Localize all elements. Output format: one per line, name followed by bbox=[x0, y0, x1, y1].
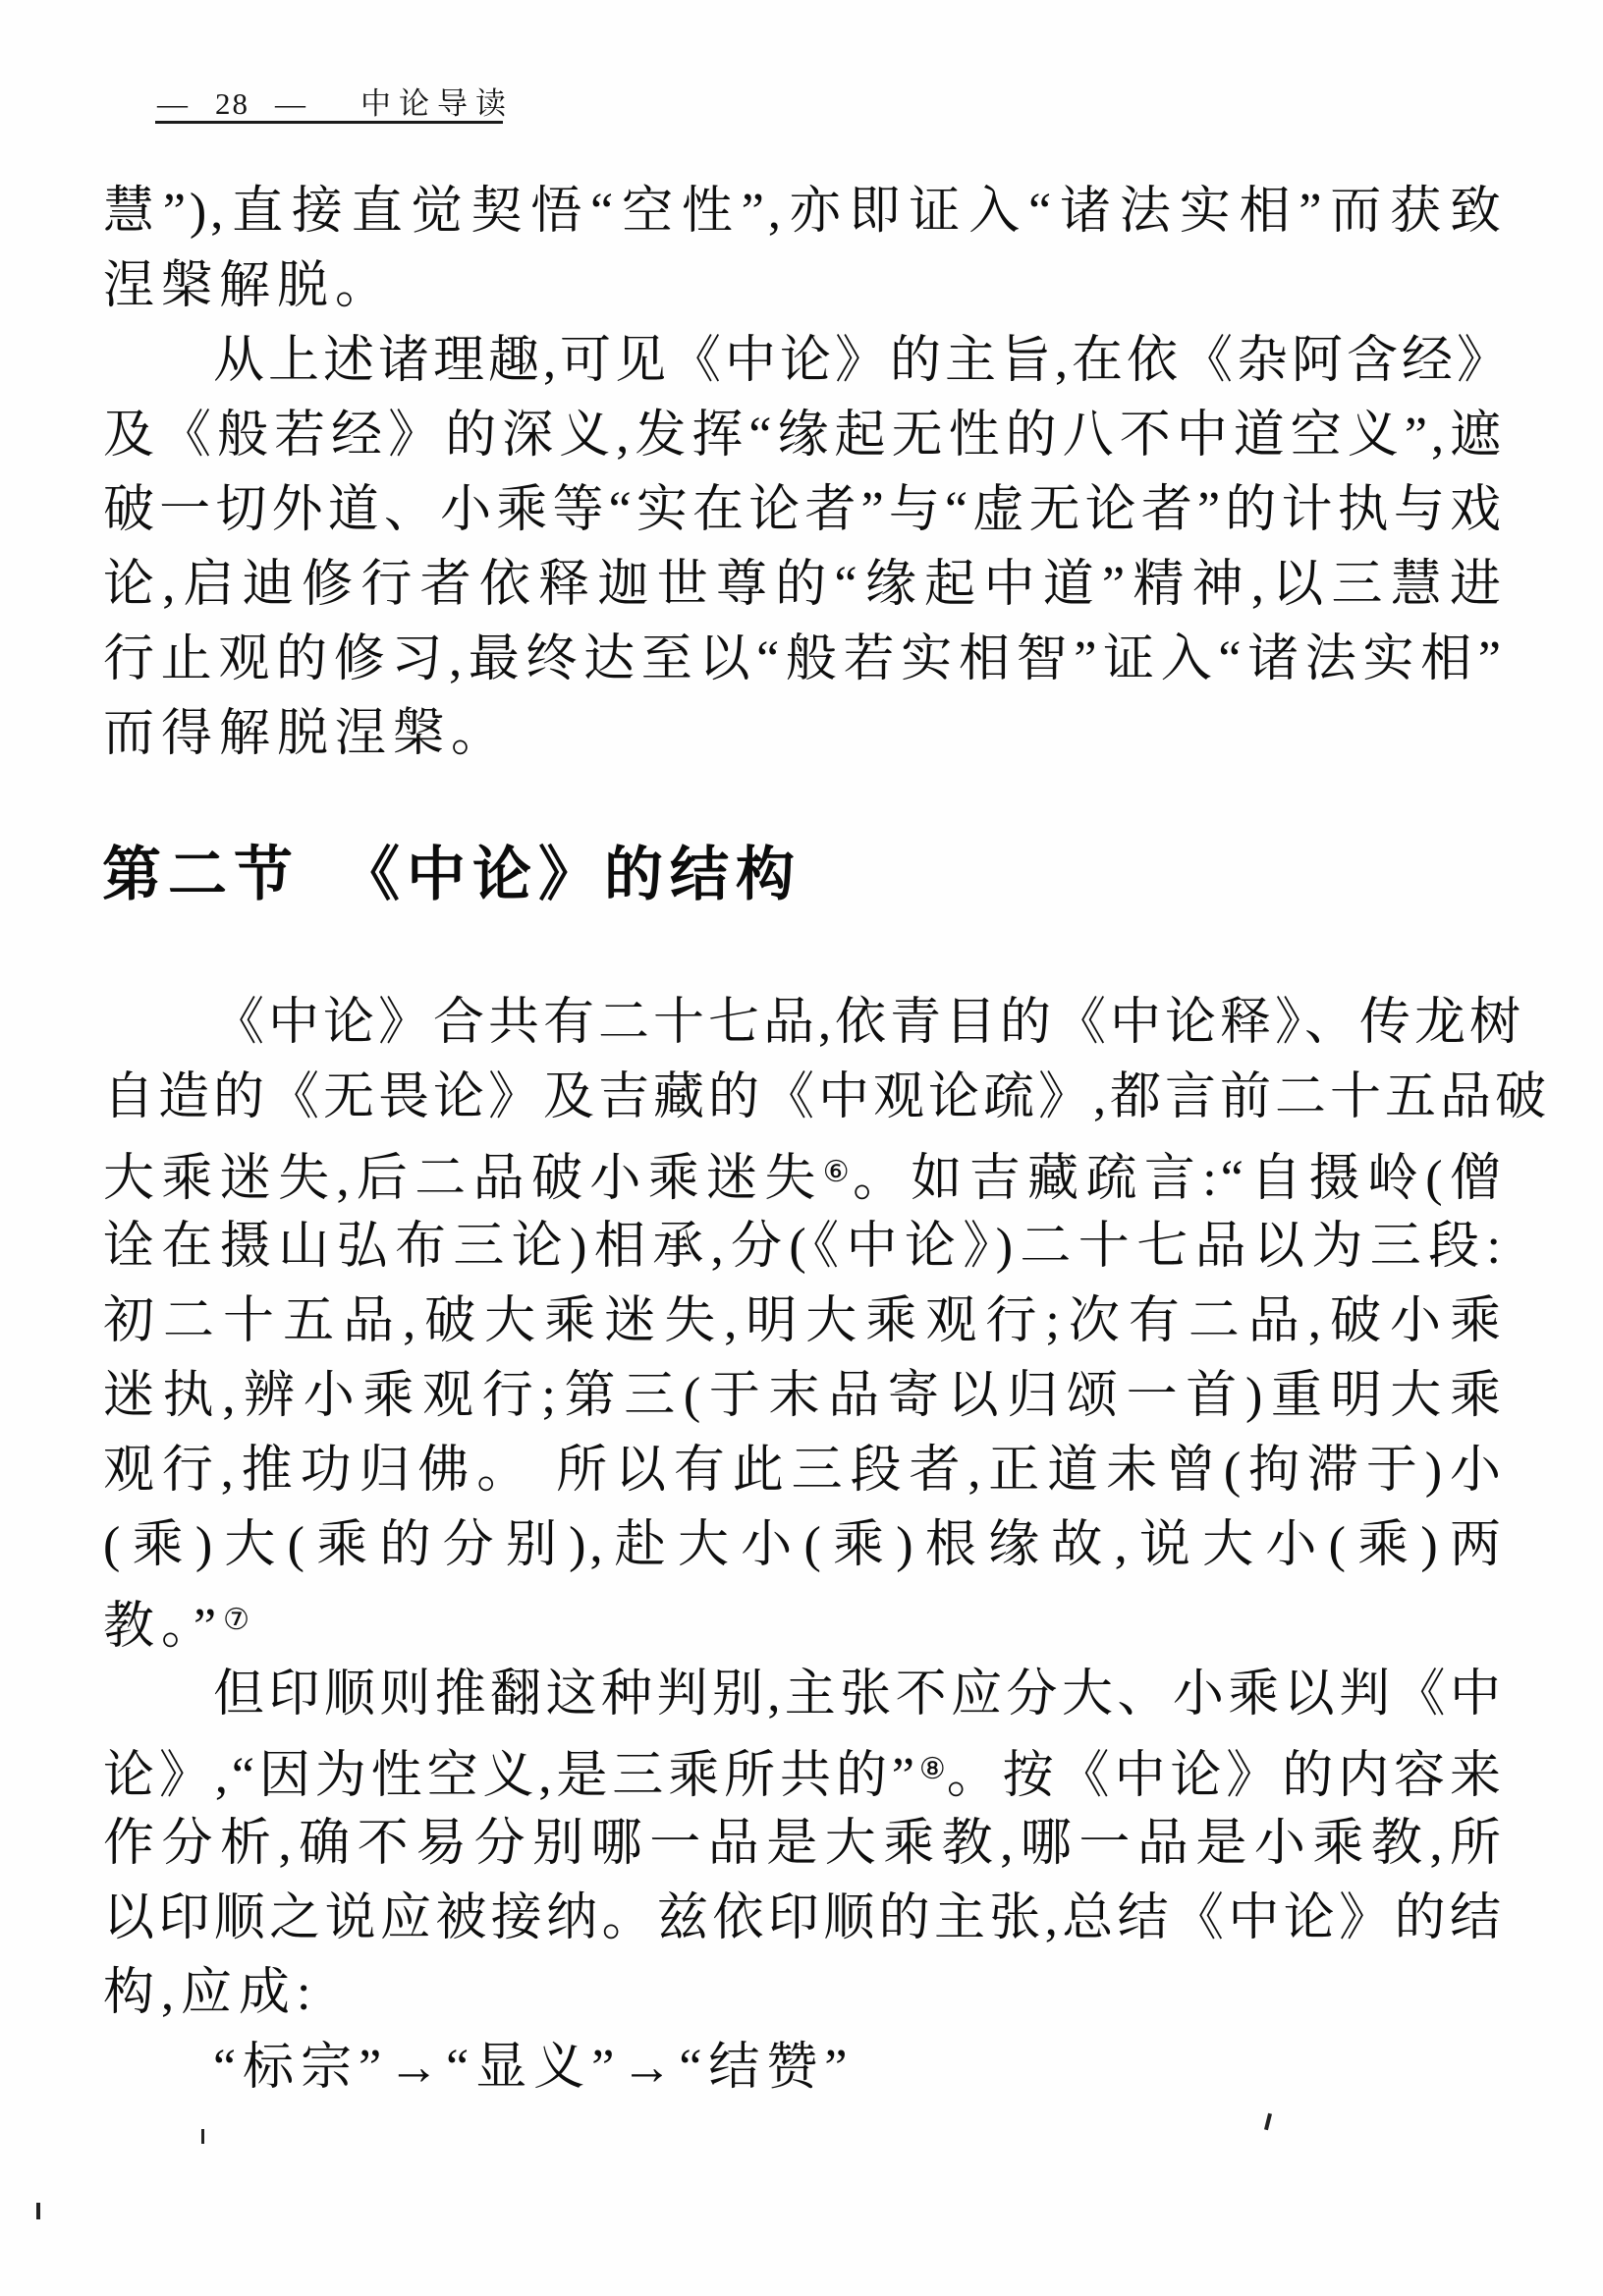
page-number: 28 bbox=[215, 86, 249, 121]
scan-artifact bbox=[36, 2203, 40, 2219]
text-line: 及《般若经》的深义,发挥“缘起无性的八不中道空义”,遮 bbox=[103, 408, 1505, 464]
text-segment: 。按《中论》的内容来 bbox=[946, 1748, 1505, 1804]
text-line: 初二十五品,破大乘迷失,明大乘观行;次有二品,破小乘 bbox=[103, 1293, 1505, 1349]
header-dash-left: — bbox=[157, 86, 190, 121]
text-line: 行止观的修习,最终达至以“般若实相智”证入“诸法实相” bbox=[103, 631, 1505, 687]
text-line: 破一切外道、小乘等“实在论者”与“虚无论者”的计执与戏 bbox=[103, 482, 1505, 538]
section-heading bbox=[102, 843, 802, 907]
text-line: 诠在摄山弘布三论)相承,分(《中论》)二十七品以为三段: bbox=[103, 1219, 1505, 1275]
header-rule bbox=[155, 121, 503, 124]
text-line: 而得解脱涅槃。 bbox=[103, 706, 510, 762]
text-line: 论,启迪修行者依释迦世尊的“缘起中道”精神,以三慧进 bbox=[103, 557, 1505, 613]
text-line: 迷执,辨小乘观行;第三(于末品寄以归颂一首)重明大乘 bbox=[103, 1368, 1505, 1424]
header-dash-right: — bbox=[275, 86, 307, 121]
scan-artifact bbox=[1264, 2113, 1272, 2130]
text-line bbox=[103, 1732, 1505, 1807]
body-block-main bbox=[103, 986, 1551, 2105]
text-line bbox=[103, 1583, 1505, 1658]
footnote-marker-8: ⑧ bbox=[917, 1753, 947, 1785]
footnote-marker-7: ⑦ bbox=[223, 1604, 249, 1636]
text-line: 作分析,确不易分别哪一品是大乘教,哪一品是小乘教,所 bbox=[103, 1816, 1505, 1872]
body-block-top bbox=[103, 175, 1513, 772]
text-segment: 教。” bbox=[103, 1599, 224, 1655]
running-header bbox=[157, 79, 514, 123]
text-line: 构,应成: bbox=[103, 1965, 318, 2021]
text-line: 《中论》合共有二十七品,依青目的《中论释》、传龙树 bbox=[213, 995, 1525, 1051]
text-segment: 论》,“因为性空义,是三乘所共的” bbox=[103, 1748, 918, 1804]
footnote-marker-6: ⑥ bbox=[822, 1156, 854, 1188]
structure-flow-line: “标宗”→“显义”→“结赞” bbox=[213, 2040, 855, 2096]
text-line: 但印顺则推翻这种判别,主张不应分大、小乘以判《中 bbox=[213, 1667, 1505, 1722]
text-line: 慧”),直接直觉契悟“空性”,亦即证入“诸法实相”而获致 bbox=[103, 184, 1505, 240]
book-title: 中论导读 bbox=[360, 86, 514, 121]
text-line bbox=[103, 1135, 1505, 1210]
text-line: 以印顺之说应被接纳。兹依印顺的主张,总结《中论》的结 bbox=[103, 1890, 1505, 1946]
text-line: 观行,推功归佛。 所以有此三段者,正道未曾(拘滞于)小 bbox=[103, 1443, 1505, 1499]
text-line: (乘)大(乘的分别),赴大小(乘)根缘故,说大小(乘)两 bbox=[103, 1517, 1505, 1573]
text-segment: 大乘迷失,后二品破小乘迷失 bbox=[103, 1151, 823, 1207]
section-title: 《中论》的结构 bbox=[341, 843, 802, 907]
text-line: 自造的《无畏论》及吉藏的《中观论疏》,都言前二十五品破 bbox=[103, 1069, 1551, 1125]
text-segment: 。如吉藏疏言:“自摄岭(僧 bbox=[853, 1151, 1505, 1207]
text-line: 从上述诸理趣,可见《中论》的主旨,在依《杂阿含经》 bbox=[213, 333, 1513, 389]
section-number: 第二节 bbox=[102, 843, 300, 907]
scan-artifact bbox=[201, 2129, 204, 2144]
text-line: 涅槃解脱。 bbox=[103, 258, 394, 314]
